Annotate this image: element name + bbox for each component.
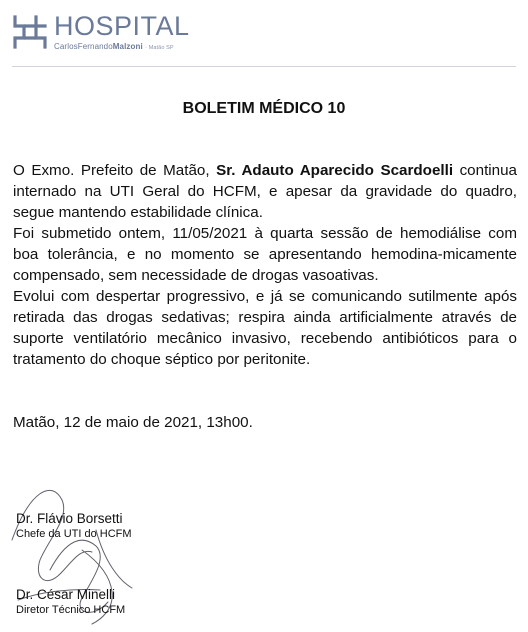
signer-role: Chefe da UTI do HCFM	[16, 528, 132, 540]
signer-name: Dr. César Minelli	[16, 587, 116, 602]
letterhead	[12, 8, 512, 64]
bulletin-body	[13, 160, 517, 370]
logo-name: HOSPITAL	[54, 11, 190, 41]
document-title: BOLETIM MÉDICO 10	[182, 100, 346, 117]
patient-name: Sr. Adauto Aparecido Scardoelli	[216, 162, 454, 179]
signer-role: Diretor Técnico HCFM	[16, 604, 126, 616]
hospital-cross-logo-icon	[12, 14, 48, 50]
signature-block-1	[16, 510, 132, 542]
signature-area	[0, 470, 260, 632]
signer-name: Dr. Flávio Borsetti	[16, 511, 123, 526]
dateline: Matão, 12 de maio de 2021, 13h00.	[13, 414, 253, 431]
signature-block-2	[16, 586, 125, 618]
logo-subtitle: CarlosFernandoMalzoni · Matão SP	[54, 42, 174, 51]
paragraph-3: Evolui com despertar progressivo, e já se comunicando sutilmente após retirada das drogas sedativas; respira ainda artificialmente através de suporte ventilatório mecânico invasivo, recebendo antibióticos para o tratamento do choque séptico por peritonite.	[13, 288, 517, 368]
paragraph-1: O Exmo. Prefeito de Matão, Sr. Adauto Aparecido Scardoelli continua internado na UTI Geral do HCFM, e apesar da gravidade do quadro, segue mantendo estabilidade clínica.	[13, 162, 518, 221]
hospital-logo	[12, 12, 190, 51]
paragraph-2: Foi submetido ontem, 11/05/2021 à quarta sessão de hemodiálise com boa tolerância, e no momento se apresentando hemodina-micamente compensado, sem necessidade de drogas vasoativas.	[13, 225, 517, 284]
header-divider	[12, 66, 516, 67]
